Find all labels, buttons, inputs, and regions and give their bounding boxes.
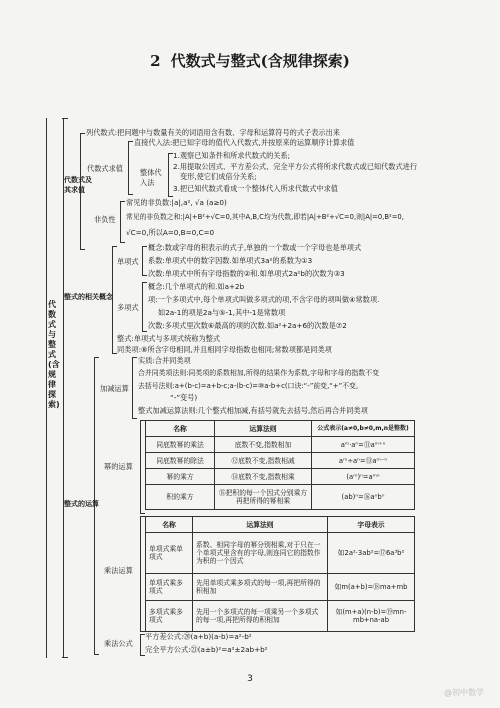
sec3-chengfa: 乘法运算 [104,566,133,575]
table-row [146,485,415,510]
sec2-duoxiang: 多项式 [117,303,139,312]
title-number: 2 [150,52,161,70]
danxiang-brace [142,246,147,276]
sec3-j3b: “-”变号) [170,393,198,402]
watermark: @初中数学 [444,688,484,697]
cf-row2-expr: 如m(a+b)=⑱ma+mb [328,574,415,601]
sec1-label-line1: 代数式及 [64,176,92,184]
feifu-brace [120,201,125,243]
sec1-ff3: √C=0,所以A=0,B=0,C=0 [126,228,215,237]
sec1-ff2: 常见的非负数之和:|A|+B²+√C=0,其中A,B,C均为代数,即若|A|+B²+√C=0,则|A|=0,B²=0, [126,213,404,221]
mi-row4-name: 积的乘方 [146,485,215,510]
sec2-label: 整式的相关概念 [64,293,113,301]
sec1-zhengti2: 入法 [140,178,155,187]
sec2-d2: 系数:单项式中的数字因数.如单项式3a²的系数为①3 [148,256,313,265]
sec2-zhengshi: 整式:单项式与多项式统称为整式 [117,334,221,343]
mi-row3-rule: ⑭底数不变,指数相乘 [215,469,312,485]
mi-header-name: 名称 [146,421,215,437]
mi-row4-rule: ⑮把积的每一个因式分别乘方再把所得的幂相乘 [215,485,312,510]
sec2-danxiang: 单项式 [117,257,139,266]
cf-row1-expr: 如2a²·3ab²=⑰6a³b² [328,533,415,574]
cf-row2-rule: 先用单项式乘多项式的每一项,再把所得的积相加 [193,574,328,601]
sec1-zhengti1: 整体代 [140,168,162,177]
sec2-d3: 次数:单项式中所有字母指数的②和.如单项式2a²b的次数为③3 [148,269,345,278]
mi-header-row [146,421,415,437]
mi-row3-name: 幂的乘方 [146,469,215,485]
sec2-tonglei: 同类项:⑧所含字母相同,并且相同字母指数也相同;常数项都是同类项 [117,345,332,354]
qiuzhi-brace [128,141,133,195]
mi-row4-formula: (ab)ⁿ=⑯aⁿbⁿ [312,485,415,510]
cf-row1-name: 单项式乘单项式 [146,533,193,574]
sec3-jiajian: 加减运算 [100,384,129,393]
table-row [146,437,415,453]
cf-header-name: 名称 [146,517,193,533]
sec3-j4: 整式加减运算法则:几个整式相加减,有括号就先去括号,然后再合并同类项 [138,406,368,415]
jiajian-brace [132,357,137,419]
sec1-lists: 列代数式:把问题中与数量有关的词语用含有数、字母和运算符号的式子表示出来 [86,128,340,137]
mi-table [145,420,415,510]
sec2-m2: 项:一个多项式中,每个单项式叫做多项式的项,不含字母的项叫做④常数项. [148,295,380,304]
sec3-wq: 完全平方公式:㉑(a±b)²=a²±2ab+b² [145,645,268,654]
cf-header-expr: 字母表示 [328,517,415,533]
table-row [146,453,415,469]
sec1-z2b: 变形,使它们成倍分关系; [180,172,257,181]
mi-row1-formula: aᵐ·aⁿ=⑪aᵐ⁺ⁿ [312,437,415,453]
sec3-mi: 幂的运算 [104,462,133,471]
table-row [146,601,415,632]
mi-row3-formula: (aᵐ)ⁿ=aᵐⁿ [312,469,415,485]
page-title [0,50,500,71]
sec3-label: 整式的运算 [64,500,99,508]
sec2-d1: 概念:数或字母的积表示的式子,单独的一个数或一个字母也是单项式 [148,243,362,252]
table-row [146,469,415,485]
sec1-z3: 3.把已知代数式看成一个整体代入所求代数式中求值 [173,184,338,193]
sec3-j3: 去括号法则:a+(b-c)=a+b-c;a-(b-c)=⑩a-b+c(口诀:“-”前变,“+”不变, [138,382,359,390]
cf-row3-name: 多项式乘多项式 [146,601,193,632]
sec3-pf: 平方差公式:⑳(a+b)(a-b)=a²-b² [145,632,252,641]
cf-row2-name: 单项式乘多项式 [146,574,193,601]
mi-row1-rule: 底数不变,指数相加 [215,437,312,453]
cf-row1-rule: 系数、相同字母的幂分别相乘,对于只在一个单项式里含有的字母,则连同它的指数作为积的一个因式 [193,533,328,574]
table-row [146,574,415,601]
sec2-m3: 如2a-1的项是2a与⑤-1,其中-1是常数项 [158,308,286,317]
left-vertical-label: 代数式与整式(含规律探索) [48,300,60,409]
cf-header-row [146,517,415,533]
duoxiang-brace [142,282,147,332]
mi-header-rule: 运算法则 [215,421,312,437]
table-row [146,533,415,574]
cf-row3-expr: 如(m+a)(n-b)=⑲mn-mb+na-ab [328,601,415,632]
cf-row3-rule: 先用一个多项式的每一项乘另一个多项式的每一项,再把所得的积相加 [193,601,328,632]
sec3-j1: 实质:合并同类项 [138,356,191,365]
chengfa-table [145,516,415,632]
sec1-z2: 2.用提取公因式、平方差公式、完全平方公式将所求代数式或已知代数式进行 [173,162,418,171]
left-top-tick [62,118,68,119]
title-text: 代数式与整式(含规律探索) [170,52,350,70]
mi-row2-rule: ⑫底数不变,指数相减 [215,453,312,469]
sec1-qiuzhi: 代数式求值 [87,164,123,173]
page-number: 3 [247,674,253,684]
sec2-m4: 次数:多项式里次数⑥最高的项的次数.如a²+2a+6的次数是⑦2 [148,321,347,330]
left-bottom-tick [62,657,68,658]
sec3-gongshi: 乘法公式 [104,639,133,648]
mi-row2-name: 同底数幂的除法 [146,453,215,469]
sec1-feifu: 非负性 [94,215,116,224]
sec3-j2: 合并同类项法则:同类项的系数相加,所得的结果作为系数,字母和字母的指数不变 [138,369,379,377]
sec1-ff1: 常见的非负数:|a|,a², √a (a≥0) [126,198,227,207]
sec1-label-line2: 其求值 [64,186,85,194]
sec2-m1: 概念:几个单项式的和.如a+2b [148,282,245,291]
sec1-direct: 直接代入法:把已知字母的值代入代数式,并按原来的运算顺序计算求值 [134,138,355,147]
sec1-z1: 1.观察已知条件和所求代数式的关系; [173,151,291,160]
mi-row1-name: 同底数幂的乘法 [146,437,215,453]
cf-header-rule: 运算法则 [193,517,328,533]
mi-header-formula: 公式表示(a≠0,b≠0,m,n是整数) [312,421,415,437]
mi-row2-formula: aᵐ÷aⁿ=⑬aᵐ⁻ⁿ [312,453,415,469]
